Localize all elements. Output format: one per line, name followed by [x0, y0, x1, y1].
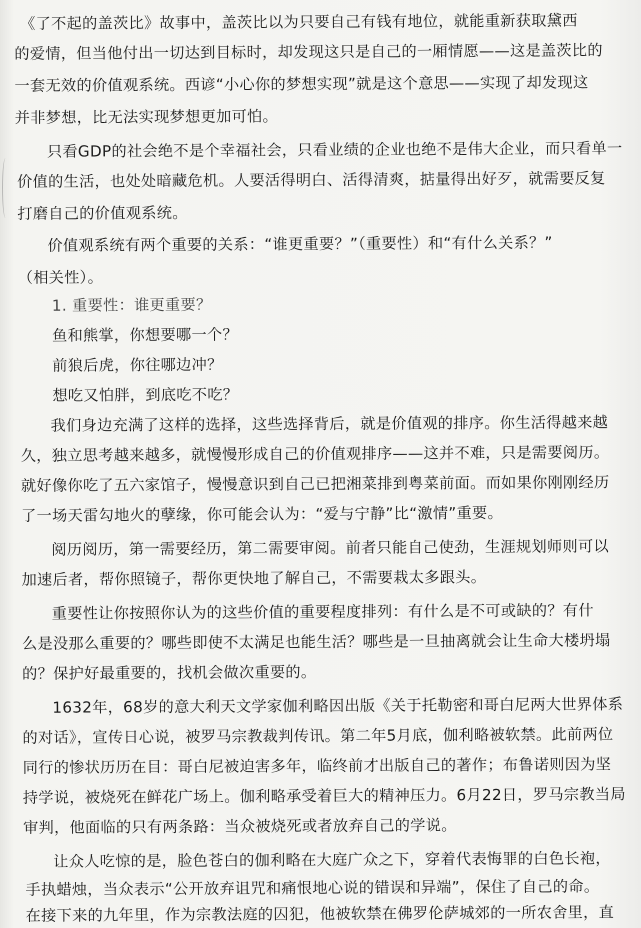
text-line: 1632年，68岁的意大利天文学家伽利略因出版《关于托勒密和哥白尼两大世界体系: [52, 695, 624, 717]
text-line: 就好像你吃了五六家馆子，慢慢意识到自己已把湘菜排到粤菜前面。而如果你刚刚经历: [20, 473, 610, 495]
text-line: 并非梦想，比无法实现梦想更加可怕。: [14, 107, 279, 127]
text-line: 在接下来的九年里，作为宗教法庭的囚犯，他被软禁在佛罗伦萨城郊的一所农舍里，直: [25, 903, 615, 925]
text-line: 加速后者，帮你照镜子，帮你更快地了解自己，不需要栽太多跟头。: [21, 568, 487, 589]
text-line: （相关性）。: [17, 268, 104, 287]
section-heading: 1. 重要性：谁更重要？: [51, 295, 212, 315]
text-line: 手执蜡烛，当众表示“公开放弃诅咒和痛恨地心说的错误和异端”，保住了自己的命。: [25, 877, 600, 899]
text-line: 阅历阅历，第一需要经历，第二需要审阅。前者只能自己使劲，生涯规划师则可以: [51, 537, 609, 559]
text-line: 只看GDP的社会绝不是个幸福社会，只看业绩的企业也绝不是伟大企业，而只看单一: [46, 139, 623, 161]
text-line: 审判，他面临的只有两条路：当众被烧死或者放弃自己的学说。: [23, 816, 457, 837]
text-line: 同行的惨状历历在目：哥白尼被迫害多年，临终前才出版自己的著作；布鲁诺则因为坚: [22, 755, 612, 777]
text-line: 一套无效的价值观系统。西谚“小心你的梦想实现”就是这个意思——实现了却发现这: [14, 73, 589, 95]
text-line: 价值观系统有两个重要的关系：“谁更重要？”（重要性）和“有什么关系？”: [47, 233, 553, 255]
text-line: 我们身边充满了这样的选择，这些选择背后，就是价值观的排序。你生活得越来越: [50, 413, 609, 435]
question-line: 鱼和熊掌，你想要哪一个？: [51, 325, 238, 345]
text-line: 重要性让你按照你认为的这些价值的重要程度排列：有什么是不可或缺的？有什: [51, 601, 594, 623]
text-line: 的对话》，宣传日心说，被罗马宗教裁判传讯。第二年5月底，伽利略被软禁。此前两位: [22, 725, 614, 747]
page-edge-shadow: [2, 158, 9, 218]
text-line: 么是没那么重要的？哪些即使不太满足也能生活？哪些是一旦抽离就会让生命大楼坍塌: [21, 631, 611, 653]
text-line: 价值的生活，也处处暗藏危机。人要活得明白、活得清爽，掂量得出好歹，就需要反复: [17, 169, 606, 191]
text-line: 持学说，被烧死在鲜花广场上。伽利略承受着巨大的精神压力。6月22日，罗马宗教当局: [22, 785, 626, 807]
question-line: 前狼后虎，你往哪边冲？: [52, 355, 223, 375]
text-line: 打磨自己的价值观系统。: [17, 203, 188, 223]
text-line: 了一场天雷勾地火的孽缘，你可能会认为：“爱与宁静”比“激情”重要。: [21, 503, 504, 525]
text-line: 《了不起的盖茨比》故事中，盖茨比以为只要自己有钱有地位，就能重新获取黛西: [20, 11, 578, 33]
question-line: 想吃又怕胖，到底吃不吃？: [52, 385, 239, 405]
text-line: 的？保护好最重要的，找机会做次重要的。: [22, 663, 317, 683]
text-line: 久，独立思考越来越多，就慢慢形成自己的价值观排序——这并不难，只是需要阅历。: [20, 443, 610, 465]
text-line: 让众人吃惊的是，脸色苍白的伽利略在大庭广众之下，穿着代表悔罪的白色长袍，: [53, 849, 611, 871]
text-line: 的爱情，但当他付出一切达到目标时，却发现这只是自己的一厢情愿——这是盖茨比的: [14, 41, 603, 63]
